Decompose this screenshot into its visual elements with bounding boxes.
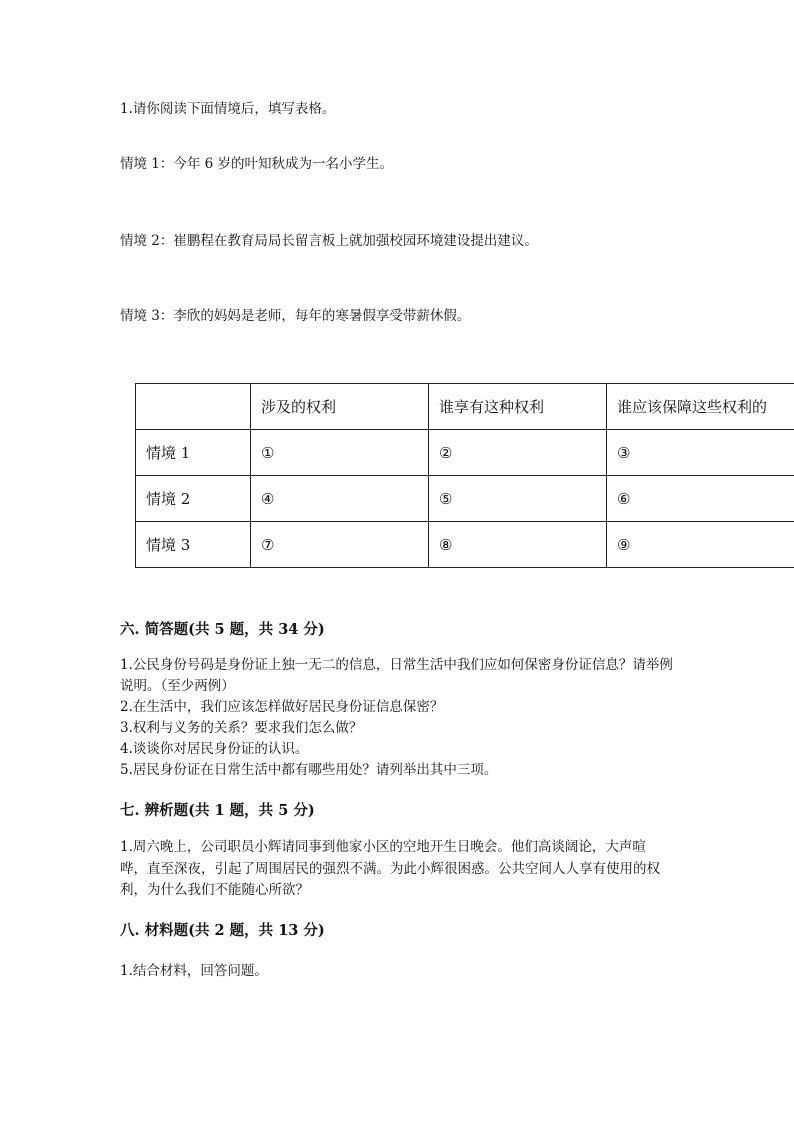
- table-cell: 情境 2: [136, 476, 251, 522]
- list-item: 5.居民身份证在日常生活中都有哪些用处？请列举出其中三项。: [120, 762, 498, 778]
- answer-cell: ①: [251, 430, 429, 476]
- section-7-question: 1.周六晚上，公司职员小辉请同事到他家小区的空地开生日晚会。他们高谈阔论，大声喧哗，直至深夜，引起了周围居民的强烈不满。为此小辉很困惑。公共空间人人享有使用的权利，为什么我们不能随心所欲？: [120, 839, 660, 898]
- question-intro: 1.请你阅读下面情境后，填写表格。: [120, 101, 336, 117]
- scenario-2: 情境 2：崔鹏程在教育局局长留言板上就加强校园环境建设提出建议。: [120, 233, 538, 249]
- header-cell: [136, 384, 251, 430]
- answer-cell: ③: [607, 430, 794, 476]
- table-row: [136, 476, 794, 522]
- list-item: 2.在生活中，我们应该怎样做好居民身份证信息保密？: [120, 699, 444, 715]
- list-item: 4.谈谈你对居民身份证的认识。: [120, 741, 309, 757]
- section-8-title: 八. 材料题(共 2 题，共 13 分): [120, 922, 325, 939]
- answer-cell: ④: [251, 476, 429, 522]
- answer-cell: ⑦: [251, 522, 429, 568]
- table-header-row: [136, 384, 794, 430]
- section-6-list: [120, 655, 680, 781]
- table-row: [136, 430, 794, 476]
- header-cell: 涉及的权利: [251, 384, 429, 430]
- header-cell: 谁应该保障这些权利的: [607, 384, 794, 430]
- scenario-1: 情境 1：今年 6 岁的叶知秋成为一名小学生。: [120, 156, 394, 172]
- list-item: 1.公民身份号码是身份证上独一无二的信息，日常生活中我们应如何保密身份证信息？请举例说明。（至少两例）: [120, 657, 673, 694]
- section-6-title: 六. 简答题(共 5 题，共 34 分): [120, 621, 325, 638]
- table-row: [136, 522, 794, 568]
- list-item: 3.权利与义务的关系？要求我们怎么做？: [120, 720, 363, 736]
- table-cell: 情境 1: [136, 430, 251, 476]
- answer-cell: ⑨: [607, 522, 794, 568]
- section-7-title: 七. 辨析题(共 1 题，共 5 分): [120, 802, 315, 819]
- section-8-question: 1.结合材料，回答问题。: [120, 963, 268, 979]
- table-cell: 情境 3: [136, 522, 251, 568]
- scenario-3: 情境 3：李欣的妈妈是老师，每年的寒暑假享受带薪休假。: [120, 308, 471, 324]
- rights-table: [135, 383, 794, 568]
- answer-cell: ⑤: [429, 476, 607, 522]
- header-cell: 谁享有这种权利: [429, 384, 607, 430]
- answer-cell: ⑧: [429, 522, 607, 568]
- answer-cell: ②: [429, 430, 607, 476]
- answer-cell: ⑥: [607, 476, 794, 522]
